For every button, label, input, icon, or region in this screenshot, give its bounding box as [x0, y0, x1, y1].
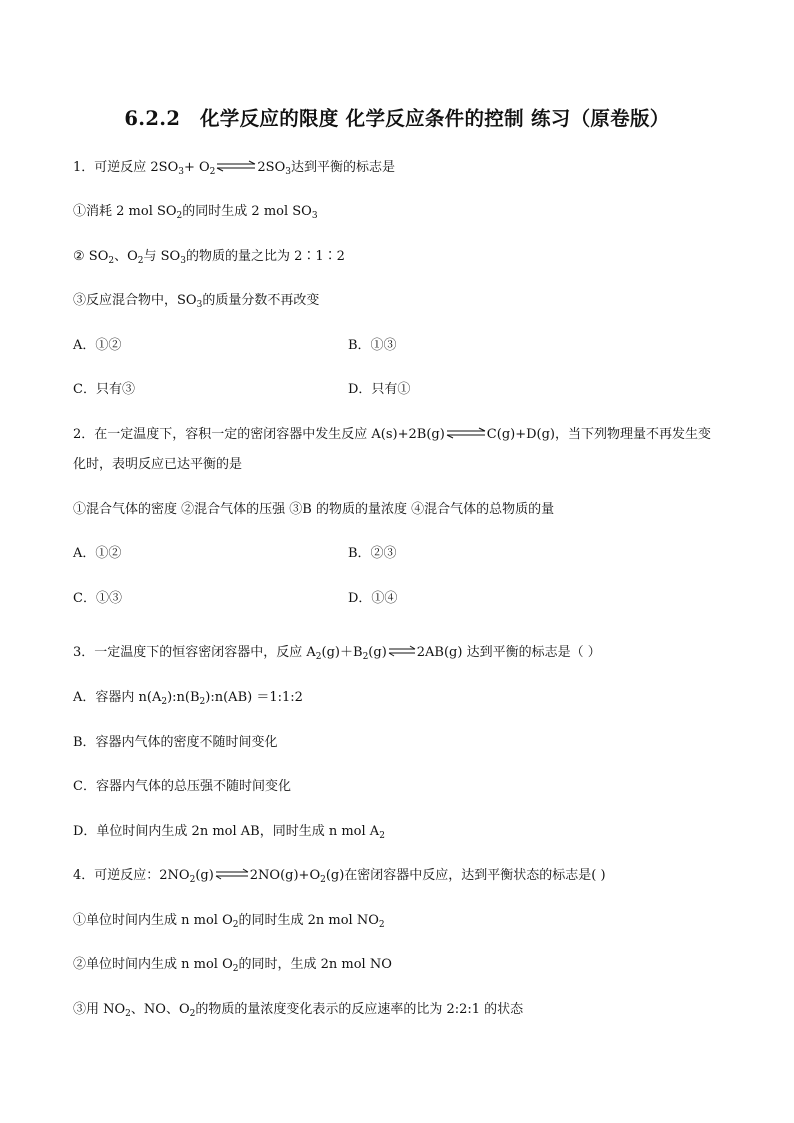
question-1-option-c: C．只有③ [73, 382, 135, 397]
question-4-item-1: ①单位时间内生成 n mol $O_2$的同时生成 2n mol $NO_2$ [73, 913, 385, 930]
question-1-option-a: A．①② [73, 338, 122, 353]
question-2-stem-line-1: 2．在一定温度下，容积一定的密闭容器中发生反应 A(s)+2B(g) C(g)+D(g)，当下列物理量不再发生变 [73, 427, 711, 442]
equilibrium-arrow-icon [216, 160, 256, 172]
question-3-option-b: B．容器内气体的密度不随时间变化 [73, 735, 278, 750]
question-1-stem: 1．可逆反应 $2SO_3+ O_2$ $2SO_3$达到平衡的标志是 [73, 160, 395, 177]
question-2-option-a: A．①② [73, 546, 122, 561]
question-1-item-3: ③反应混合物中，$SO_3$的质量分数不再改变 [73, 293, 320, 310]
question-2-items: ①混合气体的密度 ②混合气体的压强 ③B 的物质的量浓度 ④混合气体的总物质的量 [73, 502, 555, 517]
question-3-option-c: C．容器内气体的总压强不随时间变化 [73, 779, 291, 794]
question-4-item-2: ②单位时间内生成 n mol $O_2$的同时，生成 2n mol NO [73, 957, 392, 974]
question-1-item-2: ② $SO_2$、$O_2$与 $SO_3$的物质的量之比为 2∶1∶2 [73, 249, 345, 266]
question-1-item-1: ①消耗 2 mol $SO_2$的同时生成 2 mol $SO_3$ [73, 204, 318, 221]
question-1-option-d: D．只有① [348, 382, 411, 397]
question-2-option-d: D．①④ [348, 591, 398, 606]
question-2-stem-line-2: 化时，表明反应已达平衡的是 [73, 457, 243, 472]
question-4-item-3: ③用 $NO_2$、NO、$O_2$的物质的量浓度变化表示的反应速率的比为 2:2:1 的状态 [73, 1002, 524, 1019]
page-title: 6.2.2 化学反应的限度 化学反应条件的控制 练习（原卷版） [124, 107, 670, 130]
question-2-option-c: C．①③ [73, 591, 122, 606]
question-2-option-b: B．②③ [348, 546, 397, 561]
equilibrium-arrow-icon [388, 645, 416, 657]
question-3-stem: 3．一定温度下的恒容密闭容器中，反应 $A_2(g)+B_2(g)$ 2AB(g) 达到平衡的标志是（ ） [73, 645, 601, 662]
question-4-stem: 4．可逆反应：$2NO_2(g)$ $2NO(g)+O_2(g)$在密闭容器中反应，达到平衡状态的标志是( ) [73, 868, 606, 885]
question-3-option-a: A．容器内 $n(A_2):n(B_2):n(AB)$ ＝1:1:2 [73, 690, 303, 707]
question-1-option-b: B．①③ [348, 338, 397, 353]
question-3-option-d: D．单位时间内生成 2n mol AB，同时生成 n mol $A_2$ [73, 824, 385, 841]
equilibrium-arrow-icon [446, 427, 486, 439]
equilibrium-arrow-icon [215, 868, 249, 880]
